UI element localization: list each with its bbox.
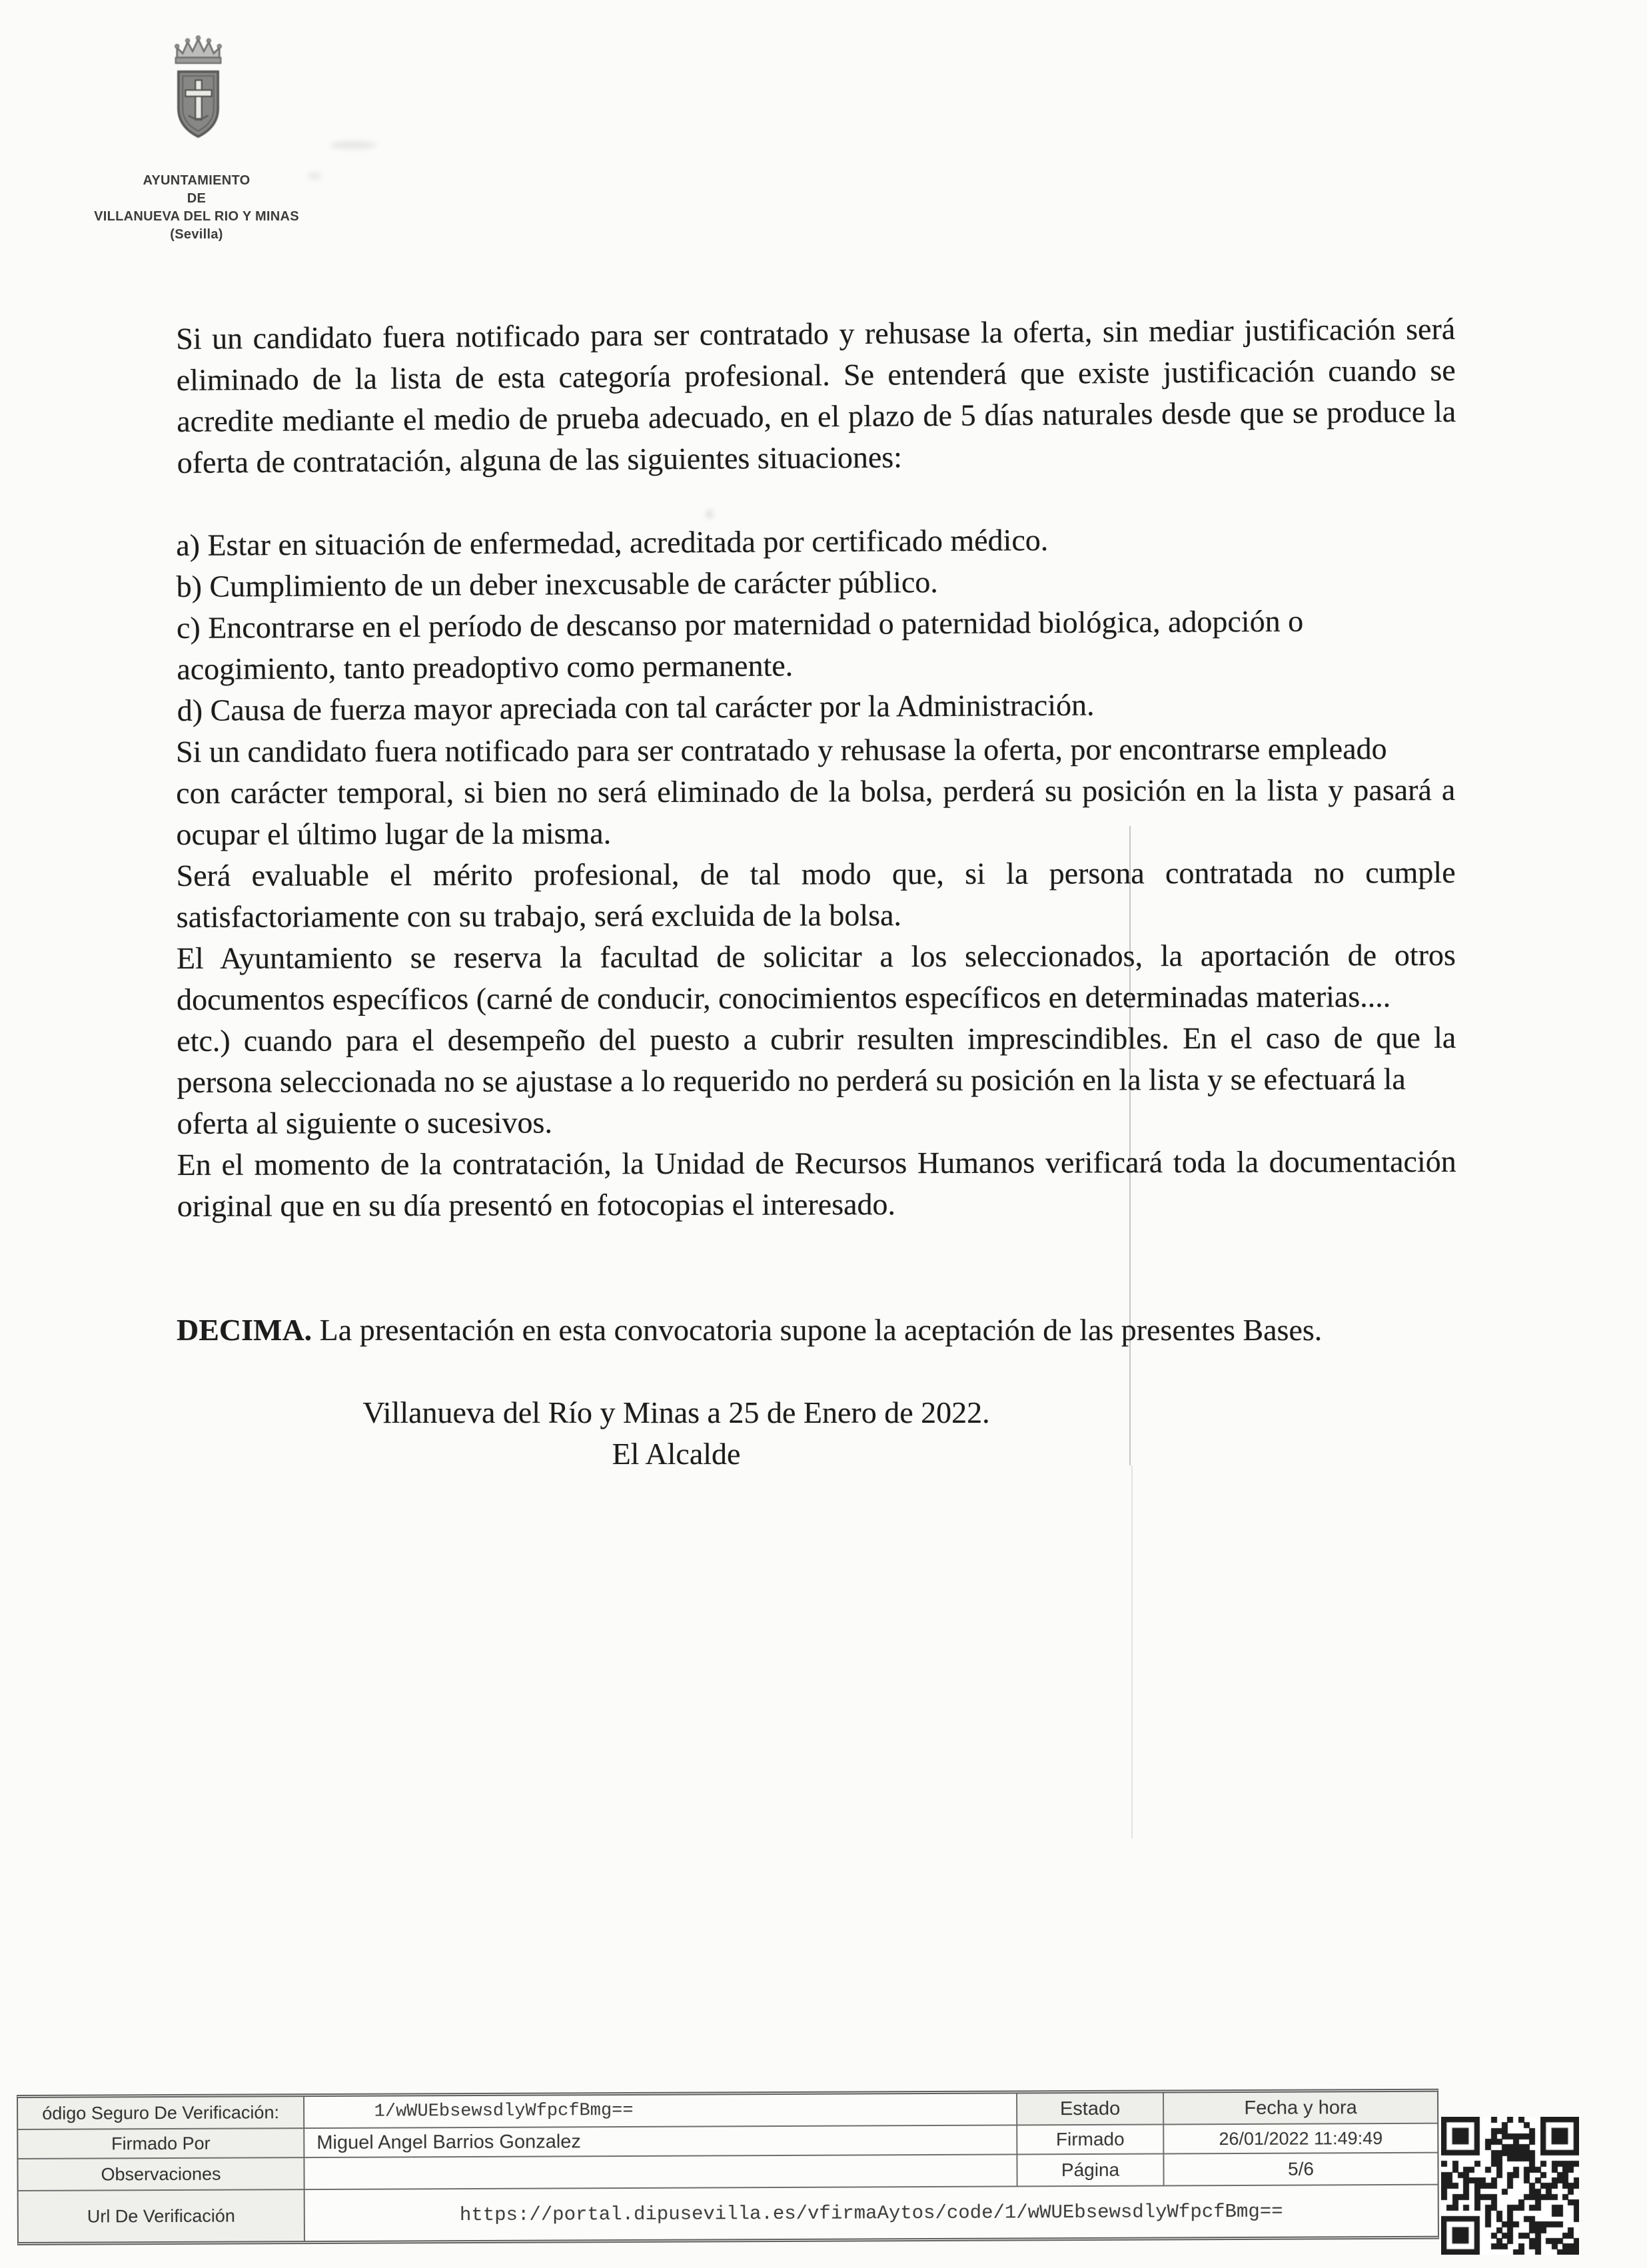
org-line-2: DE [187,191,207,206]
paragraph: El Ayuntamiento se reserva la facultad de solicitar a los seleccionados, la aportación de otros documentos específicos (carné de conducir, conocimientos específicos en determinadas materias.... [176,937,1456,1016]
document-body [176,311,1456,1475]
value-firmado-por: Miguel Angel Barrios Gonzalez [304,2125,1017,2158]
status-pagina-value: 5/6 [1164,2153,1437,2187]
paragraph: etc.) cuando para el desempeño del puesto a cubrir resulten imprescindibles. En el caso de que la persona seleccionada no se ajustase a lo requerido no perderá su posición en la lista y se efectuará la [177,1020,1456,1099]
paragraph-group [176,308,1456,484]
label-observaciones: Observaciones [18,2158,304,2191]
scan-smudge [308,172,321,180]
label-url-verificacion: Url De Verificación [19,2190,305,2242]
paragraph: Si un candidato fuera notificado para ser contratado y rehusase la oferta, sin mediar justificación será eliminado de la lista de esta categoría profesional. Se entenderá que existe justificación cuando se acredite mediante el medio de prueba adecuado, en el plazo de 5 días naturales desde que se produce la oferta de contratación, alguna de las siguientes situaciones: [176,311,1456,480]
value-url-verificacion: https://portal.dipusevilla.es/vfirmaAytos/code/1/wWUEbsewsdlyWfpcfBmg== [459,2200,1283,2226]
list-item-c: c) Encontrarse en el período de descanso por maternidad o paternidad biológica, adopción o [176,603,1304,645]
status-estado-value: Firmado [1017,2125,1164,2155]
clause-decima-text: La presentación en esta convocatoria supone la aceptación de las presentes Bases. [312,1313,1323,1347]
paragraph-group [176,728,1456,1227]
closing-group [177,1310,1456,1475]
status-pagina-label: Página [1017,2154,1164,2187]
scan-crease-line-lower [1131,1465,1133,1838]
column-header-fecha-hora: Fecha y hora [1164,2092,1437,2125]
org-line-1: AYUNTAMIENTO [143,173,251,188]
paragraph: con carácter temporal, si bien no será eliminado de la bolsa, perderá su posición en la lista y pasará a ocupar el último lugar de la misma. [176,772,1456,852]
paragraph: Si un candidato fuera notificado para ser contratado y rehusase la oferta, por encontrarse empleado [176,731,1387,769]
organization-name-block [63,172,330,244]
clause-decima-label: DECIMA. [177,1313,312,1347]
signer-title: El Alcalde [612,1437,741,1471]
paragraph: Será evaluable el mérito profesional, de tal modo que, si la persona contratada no cumple satisfactoriamente con su trabajo, será excluida de la bolsa. [176,855,1456,935]
org-line-4: (Sevilla) [170,227,223,242]
paragraph: En el momento de la contratación, la Unidad de Recursos Humanos verificará toda la documentación original que en su día presentó en fotocopias el interesado. [177,1144,1456,1223]
place-date-line: Villanueva del Río y Minas a 25 de Enero de 2022. [362,1395,990,1429]
status-fecha-value: 26/01/2022 11:49:49 [1164,2124,1437,2155]
signature-block [177,1392,1176,1475]
label-firmado-por: Firmado Por [18,2129,304,2159]
list-item-d: d) Causa de fuerza mayor apreciada con tal carácter por la Administración. [177,687,1095,727]
paragraph: oferta al siguiente o sucesivos. [177,1105,552,1140]
list-item-b: b) Cumplimiento de un deber inexcusable de carácter público. [176,565,938,604]
value-observaciones [304,2155,1017,2190]
list-item-a: a) Estar en situación de enfermedad, acreditada por certificado médico. [176,523,1049,563]
signature-verification-table [17,2089,1439,2245]
paragraph: acogimiento, tanto preadoptivo como permanente. [177,648,794,686]
scan-smudge [330,141,376,149]
verification-qr-code [1441,2117,1579,2255]
value-codigo-seguro: 1/wWUEbsewsdlyWfpcfBmg== [304,2093,1017,2129]
coat-of-arms-icon [137,28,260,148]
label-codigo-seguro: ódigo Seguro De Verificación: [18,2097,304,2130]
org-line-3: VILLANUEVA DEL RIO Y MINAS [94,209,299,224]
column-header-estado: Estado [1017,2093,1164,2125]
conditions-list [176,517,1456,731]
clause-decima [177,1310,1456,1351]
